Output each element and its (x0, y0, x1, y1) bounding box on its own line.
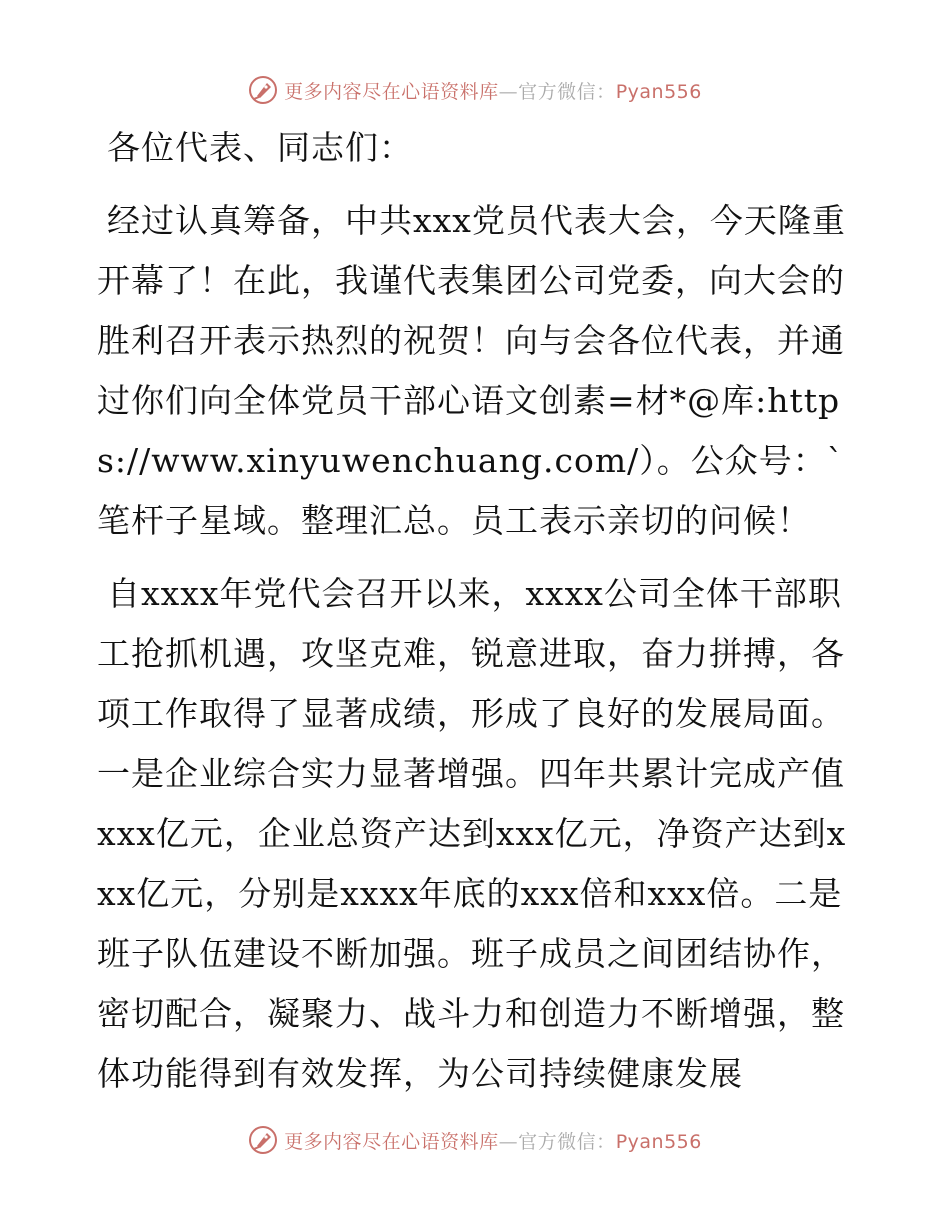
header-wechat-id: Pyan556 (615, 80, 702, 103)
footer-separator: — (498, 1130, 519, 1153)
header-separator: — (498, 80, 519, 103)
pen-nib-logo-icon (248, 75, 278, 105)
header-wechat-label: 官方微信： (518, 80, 616, 103)
pen-nib-logo-icon (248, 1125, 278, 1155)
paragraph-achievements: 自xxxx年党代会召开以来，xxxx公司全体干部职工抢抓机遇，攻坚克难，锐意进取，奋力拼搏，各项工作取得了显著成绩，形成了良好的发展局面。一是企业综合实力显著增强。四年共累计完成产值xxx亿元，企业总资产达到xxx亿元，净资产达到xxx亿元，分别是xxxx年底的xxx倍和xxx倍。二是班子队伍建设不断加强。班子成员之间团结协作，密切配合，凝聚力、战斗力和创造力不断增强，整体功能得到有效发挥，为公司持续健康发展 (97, 574, 847, 1093)
document-body (97, 118, 857, 1104)
footer-watermark-banner (0, 1120, 950, 1160)
paragraph-opening: 经过认真筹备，中共xxx党员代表大会，今天隆重开幕了！在此，我谨代表集团公司党委，向大会的胜利召开表示热烈的祝贺！向与会各位代表，并通过你们向全体党员干部心语文创素=材*@库:https://www.xinyuwenchuang.com/）。公众号：`笔杆子星域。整理汇总。员工表示亲切的问候！ (97, 201, 846, 540)
greeting: 各位代表、同志们： (107, 128, 413, 167)
header-watermark-banner (0, 70, 950, 110)
header-watermark-text (284, 77, 702, 104)
footer-source-text: 更多内容尽在心语资料库 (284, 1130, 499, 1153)
footer-wechat-label: 官方微信： (518, 1130, 616, 1153)
footer-watermark-text (284, 1127, 702, 1154)
header-source-text: 更多内容尽在心语资料库 (284, 80, 499, 103)
footer-wechat-id: Pyan556 (615, 1130, 702, 1153)
